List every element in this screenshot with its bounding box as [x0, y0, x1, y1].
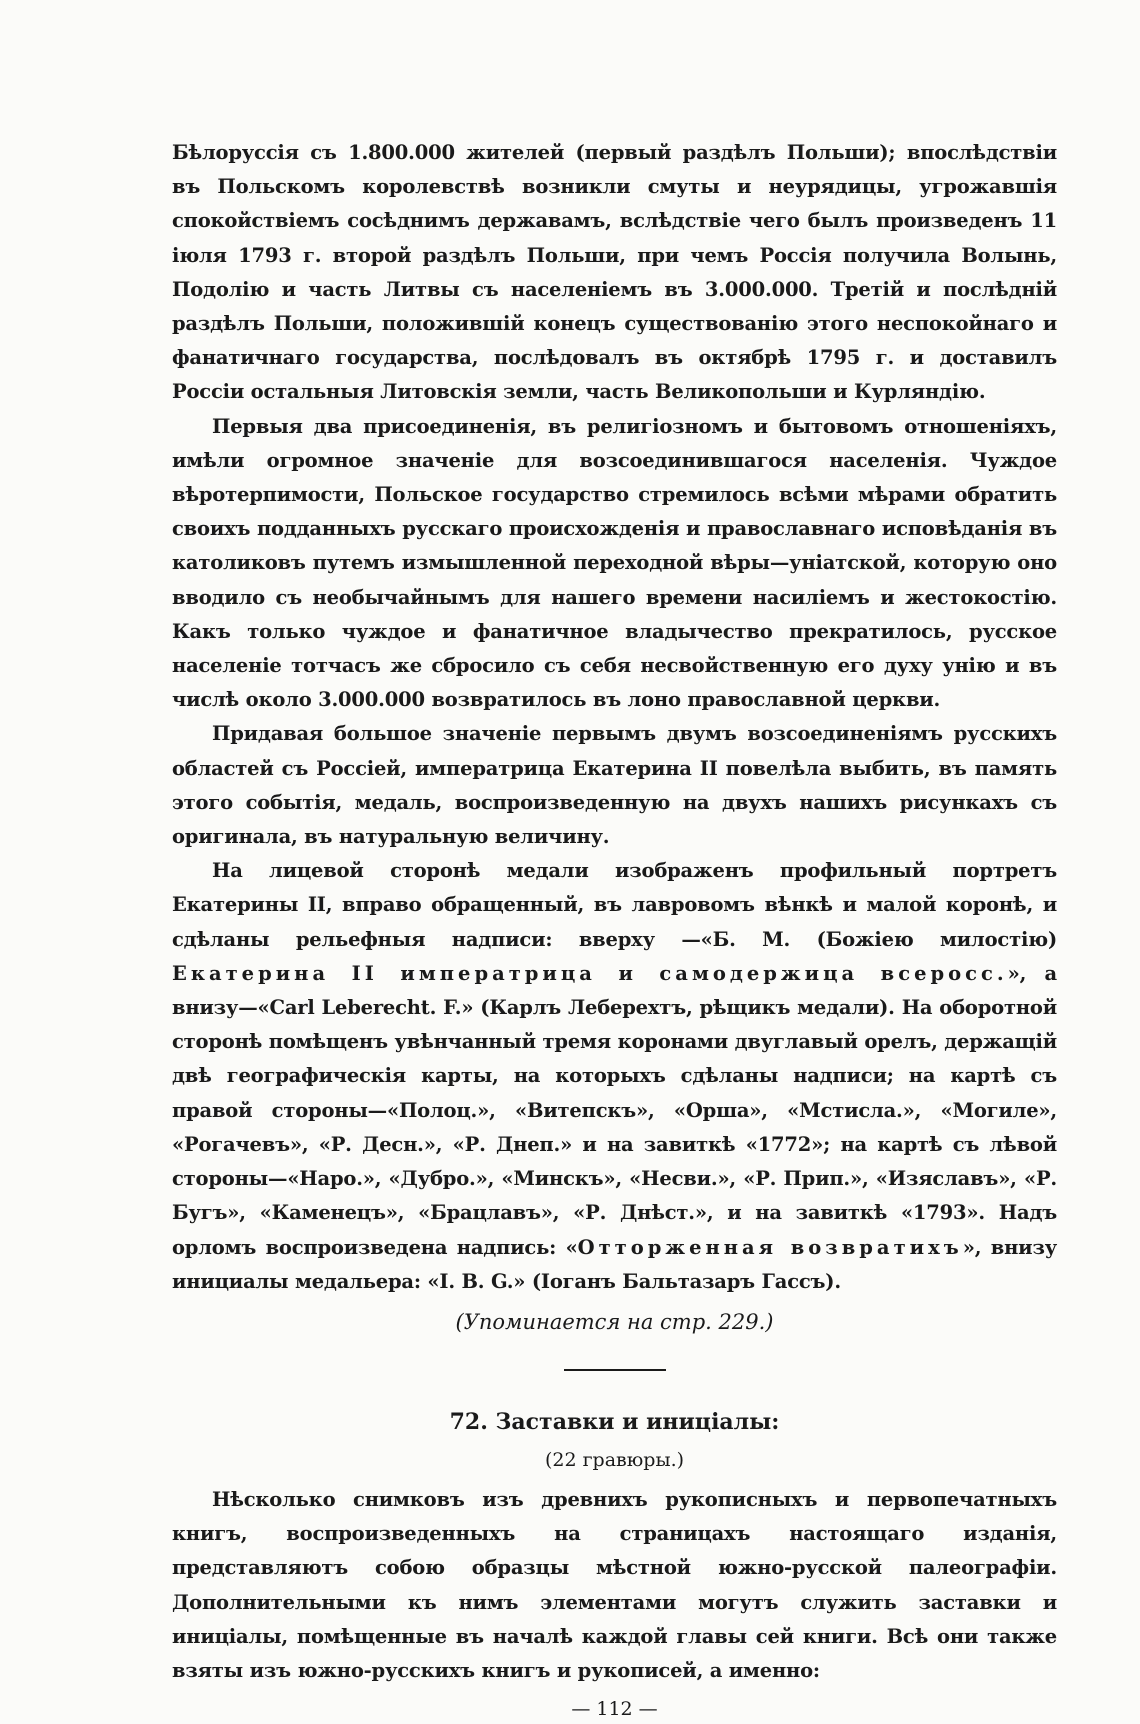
page-reference: (Упоминается на стр. 229.) [455, 1309, 774, 1334]
paragraph-medal-intro: Придавая большое значеніе первымъ двумъ возсоединеніямъ русскихъ областей съ Россіей, императрица Екатерина II повелѣла выбить, въ память этого событія, медаль, воспроизведенную на двухъ нашихъ рисункахъ съ оригинала, въ натуральную величину. [172, 722, 1057, 849]
section-subtitle: (22 гравюры.) [544, 1448, 685, 1471]
section-divider [564, 1369, 666, 1371]
page-number: — 112 — [571, 1698, 658, 1721]
medal-text-part-1: На лицевой сторонѣ медали изображенъ профильный портретъ Екатерины II, вправо обращенный, въ лавровомъ вѣнкѣ и малой коронѣ, и сдѣланы рельефныя надписи: вверху —«Б. М. (Божіею милостію) [172, 859, 1057, 951]
medal-obverse-inscription: Екатерина II императрица и самодержица всеросс. [172, 961, 1008, 985]
paragraph-headpieces: Нѣсколько снимковъ изъ древнихъ рукописныхъ и первопечатныхъ книгъ, воспроизведенныхъ на страницахъ настоящаго изданія, представляютъ собою образцы мѣстной южно-русской палеографіи. Дополнительными къ нимъ элементами могутъ служить заставки и иниціалы, помѣщенные въ началѣ каждой главы сей книги. Всѣ они также взяты изъ южно-русскихъ книгъ и рукописей, а именно: [172, 1487, 1057, 1682]
page-content [172, 136, 1057, 1724]
paragraph-partitions: Бѣлоруссія съ 1.800.000 жителей (первый раздѣлъ Польши); впослѣдствіи въ Польскомъ королевствѣ возникли смуты и неурядицы, угрожавшія спокойствіемъ сосѣднимъ державамъ, вслѣдствіе чего былъ произведенъ 11 іюля 1793 г. второй раздѣлъ Польши, при чемъ Россія получила Волынь, Подолію и часть Литвы съ населеніемъ въ 3.000.000. Третій и послѣдній раздѣлъ Польши, положившій конецъ существованію этого неспокойнаго и фанатичнаго государства, послѣдовалъ въ октябрѣ 1795 г. и доставилъ Россіи остальныя Литовскія земли, часть Великопольши и Курляндію. [172, 141, 1057, 404]
medal-text-part-3: », внизу инициалы медальера: «I. B. G.» (Іоганъ Бальтазаръ Гассъ). [172, 1235, 1057, 1293]
section-title: 72. Заставки и иниціалы: [449, 1408, 780, 1435]
paragraph-reunification: Первыя два присоединенія, въ религіозномъ и бытовомъ отношеніяхъ, имѣли огромное значеніе для возсоединившагося населенія. Чуждое вѣротерпимости, Польское государство стремилось всѣми мѣрами обратить своихъ подданныхъ русскаго происхожденія и православнаго исповѣданія въ католиковъ путемъ измышленной переходной вѣры—уніатской, которую оно вводило съ необычайнымъ для нашего времени насиліемъ и жестокостію. Какъ только чуждое и фанатичное владычество прекратилось, русское населеніе тотчасъ же сбросило съ себя несвойственную его духу унію и въ числѣ около 3.000.000 возвратилось въ лоно православной церкви. [172, 414, 1057, 712]
medal-text-part-2: », а внизу—«Carl Leberecht. F.» (Карлъ Леберехтъ, рѣщикъ медали). На оборотной сторонѣ помѣщенъ увѣнчанный тремя коронами двуглавый орелъ, держащій двѣ географическія карты, на которыхъ сдѣланы надписи; на картѣ съ правой стороны—«Полоц.», «Витепскъ», «Орша», «Мстисла.», «Могиле», «Рогачевъ», «Р. Десн.», «Р. Днеп.» и на завиткѣ «1772»; на картѣ съ лѣвой стороны—«Наро.», «Дубро.», «Минскъ», «Несви.», «Р. Прип.», «Изяславъ», «Р. Бугъ», «Каменецъ», «Брацлавъ», «Р. Днѣст.», и на завиткѣ «1793». Надъ орломъ воспроизведена надпись: « [172, 961, 1057, 1259]
paragraph-medal-description [172, 854, 1057, 1299]
medal-reverse-inscription: Отторженная возвратихъ [577, 1235, 963, 1259]
